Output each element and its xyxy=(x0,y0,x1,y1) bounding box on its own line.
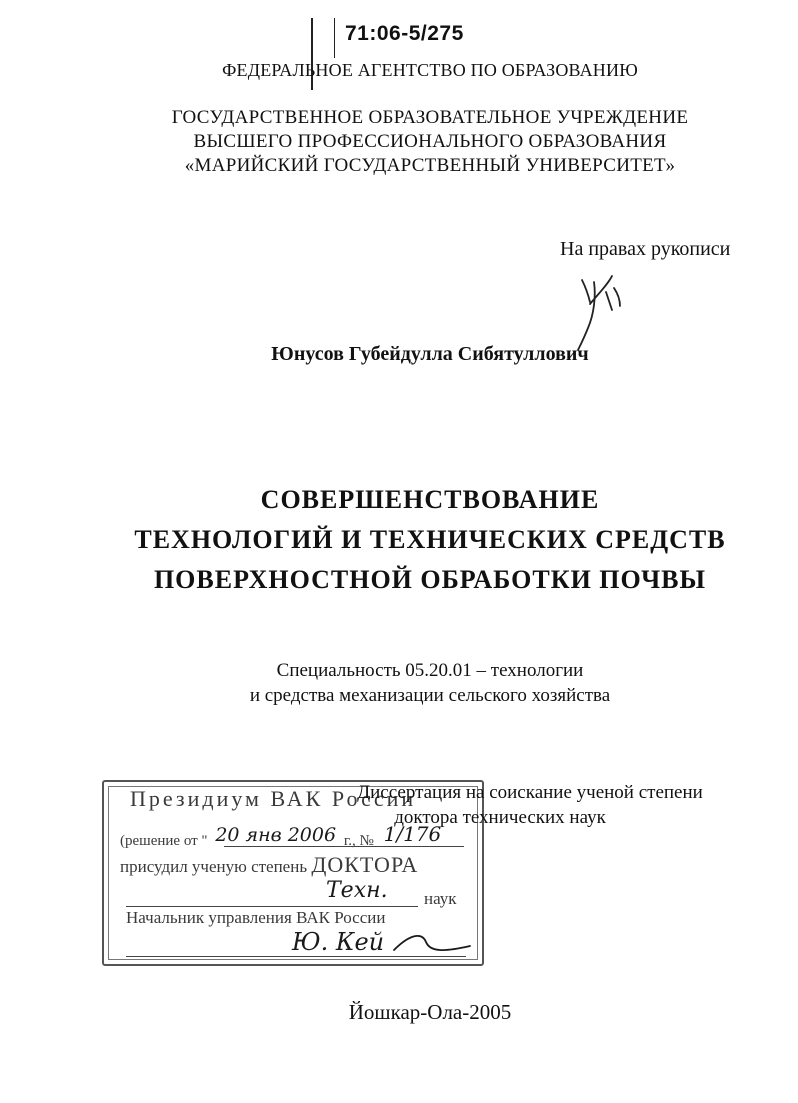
rights-note: На правах рукописи xyxy=(560,238,731,260)
author-name: Юнусов Губейдулла Сибятуллович xyxy=(271,343,589,365)
title-line-1: СОВЕРШЕНСТВОВАНИЕ xyxy=(260,485,600,514)
specialty-line-1: Специальность 05.20.01 – технологии xyxy=(276,660,584,681)
institution-line-1: ГОСУДАРСТВЕННОЕ ОБРАЗОВАТЕЛЬНОЕ УЧРЕЖДЕНИЕ xyxy=(171,107,689,128)
stamp-head-of-department: Начальник управления ВАК России xyxy=(126,908,386,927)
stamp-science-suffix: наук xyxy=(424,889,457,908)
stamp-presidium: Президиум ВАК России xyxy=(130,786,417,811)
stamp-signature-flourish xyxy=(392,928,472,958)
institution-line-3: «МАРИЙСКИЙ ГОСУДАРСТВЕННЫЙ УНИВЕРСИТЕТ» xyxy=(184,155,676,176)
specialty xyxy=(110,658,750,708)
dissertation-line-2: доктора технических наук xyxy=(394,807,606,828)
stamp-signature: Ю. Кей xyxy=(292,928,385,956)
institution-line-2: ВЫСШЕГО ПРОФЕССИОНАЛЬНОГО ОБРАЗОВАНИЯ xyxy=(193,131,667,152)
specialty-line-2: и средства механизации сельского хозяйства xyxy=(249,685,611,706)
stamp-decision-number: 1/176 xyxy=(383,822,442,846)
author-signature xyxy=(560,262,640,352)
stamp-decision-prefix: (решение от " xyxy=(120,833,208,849)
dissertation-degree xyxy=(150,780,770,830)
stamp-signature-underline xyxy=(126,956,466,957)
stamp-science-field: Техн. xyxy=(326,878,388,903)
stamp-degree: ДОКТОРА xyxy=(311,852,419,877)
catalog-mark-line-right xyxy=(334,18,335,58)
stamp-awarded-prefix: присудил ученую степень xyxy=(120,857,308,876)
stamp-decision-number-label: г., № xyxy=(343,833,374,849)
stamp-science-underline xyxy=(126,906,418,907)
stamp-awarded-line xyxy=(120,852,418,878)
city-year: Йошкар-Ола-2005 xyxy=(348,1000,512,1024)
dissertation-title xyxy=(80,480,780,600)
title-line-3: ПОВЕРХНОСТНОЙ ОБРАБОТКИ ПОЧВЫ xyxy=(153,565,707,594)
stamp-decision-underline xyxy=(224,846,464,847)
title-line-2: ТЕХНОЛОГИЙ И ТЕХНИЧЕСКИХ СРЕДСТВ xyxy=(134,525,726,554)
dissertation-line-1: Диссертация на соискание ученой степени xyxy=(357,782,703,803)
institution-name xyxy=(110,106,750,178)
catalog-number: 71:06-5/275 xyxy=(345,22,464,45)
stamp-decision-date: 20 янв 2006 xyxy=(215,824,337,846)
agency-name: ФЕДЕРАЛЬНОЕ АГЕНТСТВО ПО ОБРАЗОВАНИЮ xyxy=(222,60,638,80)
